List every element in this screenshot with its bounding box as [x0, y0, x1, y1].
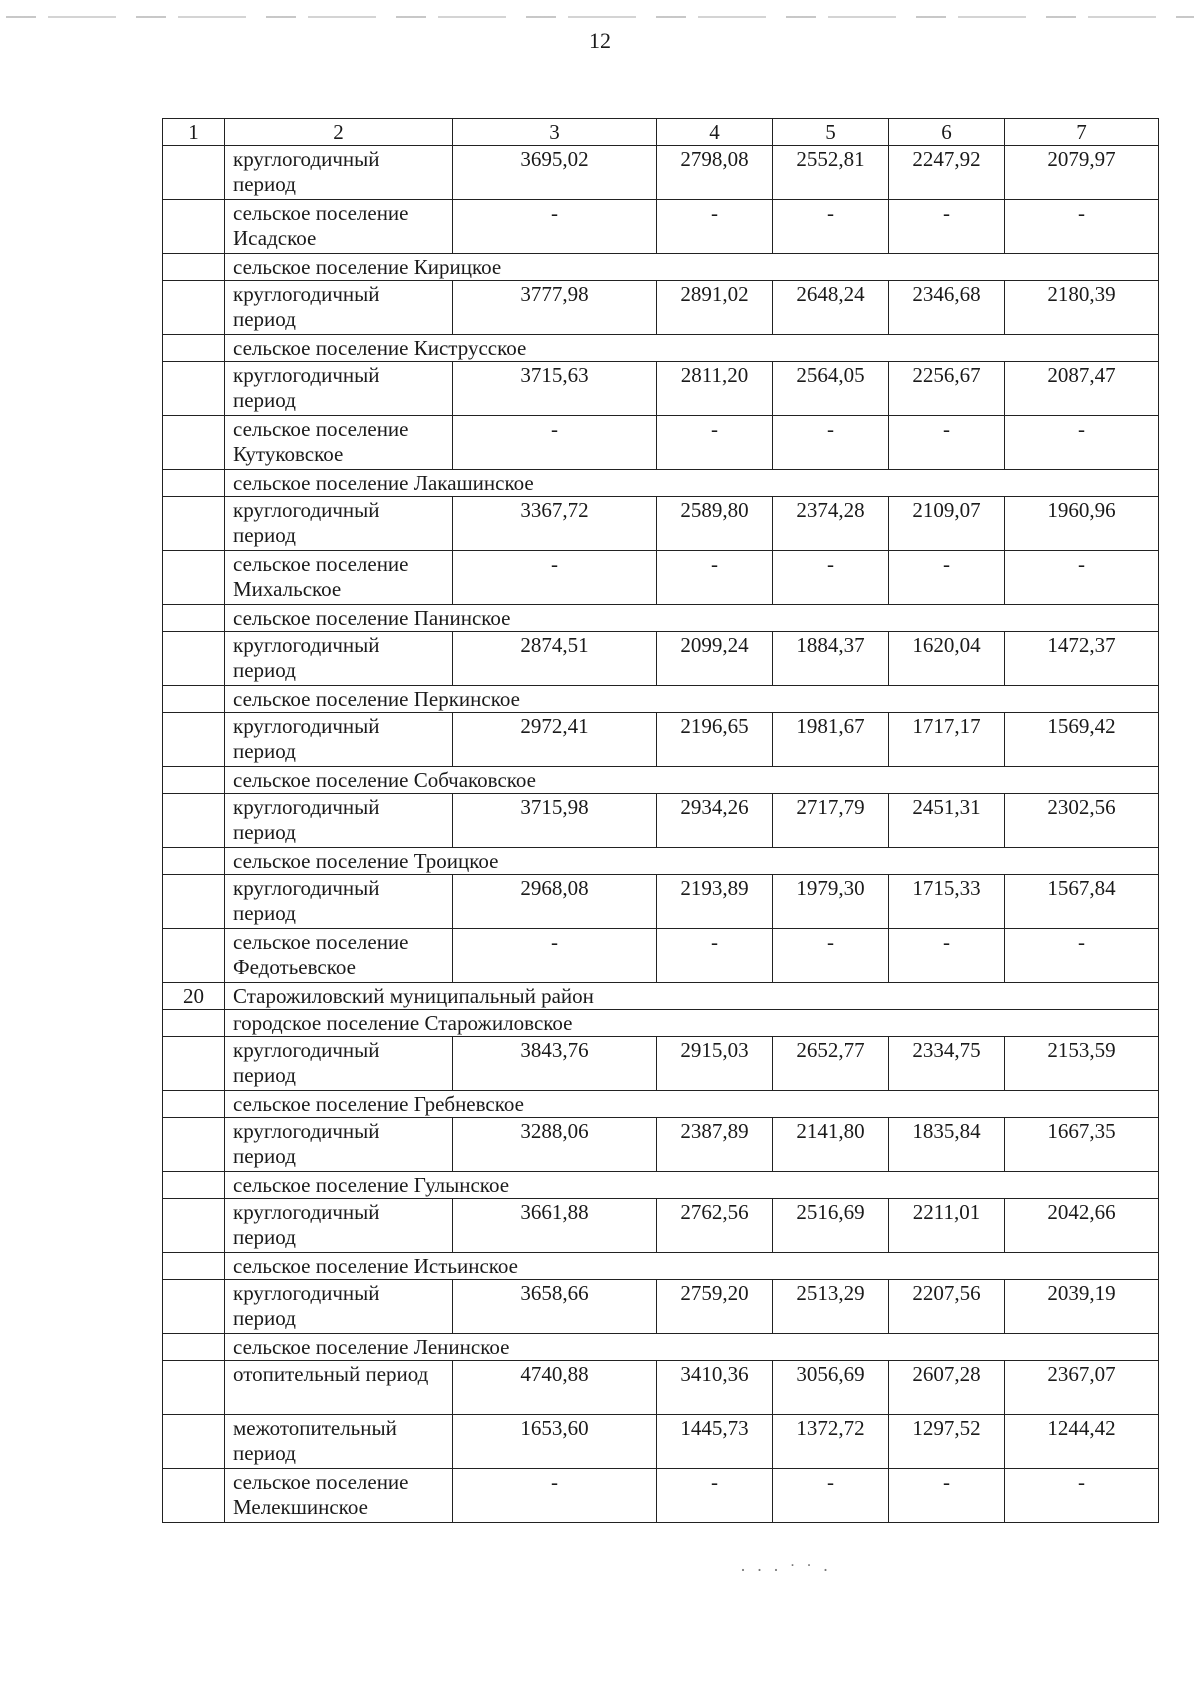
table-row — [163, 1118, 1159, 1172]
value-cell-col-4: 2798,08 — [657, 146, 773, 200]
value-cell-col-7: 2153,59 — [1005, 1037, 1159, 1091]
table-row — [163, 632, 1159, 686]
table-row — [163, 146, 1159, 200]
row-label-cell: круглогодичный период — [225, 794, 453, 848]
row-index-cell — [163, 335, 225, 362]
value-cell-col-3: - — [453, 1469, 657, 1523]
table-group-row — [163, 686, 1159, 713]
group-label-cell: сельское поселение Гулынское — [225, 1172, 1159, 1199]
row-index-cell — [163, 1172, 225, 1199]
row-index-cell — [163, 875, 225, 929]
value-cell-col-7: 2042,66 — [1005, 1199, 1159, 1253]
table-row — [163, 200, 1159, 254]
value-cell-col-6: 2109,07 — [889, 497, 1005, 551]
value-cell-col-6: 2256,67 — [889, 362, 1005, 416]
value-cell-col-6: 1297,52 — [889, 1415, 1005, 1469]
row-label-cell: круглогодичный период — [225, 713, 453, 767]
column-header-7: 7 — [1005, 119, 1159, 146]
value-cell-col-4: 2193,89 — [657, 875, 773, 929]
value-cell-col-7: 2087,47 — [1005, 362, 1159, 416]
group-label-cell: сельское поселение Перкинское — [225, 686, 1159, 713]
column-header-3: 3 — [453, 119, 657, 146]
value-cell-col-7: - — [1005, 1469, 1159, 1523]
value-cell-col-5: 2648,24 — [773, 281, 889, 335]
value-cell-col-4: 2915,03 — [657, 1037, 773, 1091]
row-label-cell: круглогодичный период — [225, 632, 453, 686]
value-cell-col-5: 1979,30 — [773, 875, 889, 929]
value-cell-col-6: - — [889, 929, 1005, 983]
group-label-cell: сельское поселение Киструсское — [225, 335, 1159, 362]
value-cell-col-7: 2367,07 — [1005, 1361, 1159, 1415]
row-index-cell — [163, 713, 225, 767]
row-index-cell — [163, 605, 225, 632]
group-label-cell: сельское поселение Ленинское — [225, 1334, 1159, 1361]
row-label-cell: круглогодичный период — [225, 1199, 453, 1253]
value-cell-col-7: 1472,37 — [1005, 632, 1159, 686]
group-label-cell: сельское поселение Собчаковское — [225, 767, 1159, 794]
value-cell-col-3: 2972,41 — [453, 713, 657, 767]
value-cell-col-4: 2589,80 — [657, 497, 773, 551]
table-group-row — [163, 1253, 1159, 1280]
table-group-row — [163, 1172, 1159, 1199]
scan-smudge-marks: · · · ˙ ˙ · — [740, 1560, 832, 1580]
row-index-cell — [163, 497, 225, 551]
value-cell-col-6: - — [889, 416, 1005, 470]
table-row — [163, 1361, 1159, 1415]
table-row — [163, 794, 1159, 848]
value-cell-col-5: 3056,69 — [773, 1361, 889, 1415]
table-row — [163, 281, 1159, 335]
table-group-row — [163, 848, 1159, 875]
value-cell-col-6: 2247,92 — [889, 146, 1005, 200]
value-cell-col-4: - — [657, 200, 773, 254]
value-cell-col-3: 3777,98 — [453, 281, 657, 335]
table-row — [163, 1469, 1159, 1523]
column-header-4: 4 — [657, 119, 773, 146]
value-cell-col-7: - — [1005, 200, 1159, 254]
table-group-row — [163, 767, 1159, 794]
row-index-cell — [163, 1415, 225, 1469]
row-index-cell — [163, 1469, 225, 1523]
table-group-row — [163, 1010, 1159, 1037]
value-cell-col-5: 2717,79 — [773, 794, 889, 848]
table-group-row — [163, 335, 1159, 362]
row-label-cell: сельское поселение Исадское — [225, 200, 453, 254]
row-label-cell: сельское поселение Михальское — [225, 551, 453, 605]
row-index-cell — [163, 1361, 225, 1415]
value-cell-col-3: 3288,06 — [453, 1118, 657, 1172]
row-index-cell — [163, 1118, 225, 1172]
value-cell-col-7: 2302,56 — [1005, 794, 1159, 848]
table-group-row — [163, 254, 1159, 281]
value-cell-col-7: 1960,96 — [1005, 497, 1159, 551]
row-index-cell — [163, 848, 225, 875]
value-cell-col-3: 3715,63 — [453, 362, 657, 416]
value-cell-col-3: 1653,60 — [453, 1415, 657, 1469]
value-cell-col-6: 2607,28 — [889, 1361, 1005, 1415]
value-cell-col-5: - — [773, 929, 889, 983]
table-row — [163, 713, 1159, 767]
value-cell-col-7: 2039,19 — [1005, 1280, 1159, 1334]
value-cell-col-3: 3658,66 — [453, 1280, 657, 1334]
value-cell-col-3: 2968,08 — [453, 875, 657, 929]
table-row — [163, 1280, 1159, 1334]
value-cell-col-3: 3367,72 — [453, 497, 657, 551]
row-index-cell — [163, 767, 225, 794]
table-row — [163, 551, 1159, 605]
row-index-cell — [163, 1280, 225, 1334]
table-group-row — [163, 470, 1159, 497]
value-cell-col-7: - — [1005, 929, 1159, 983]
value-cell-col-3: 4740,88 — [453, 1361, 657, 1415]
row-label-cell: межотопительный период — [225, 1415, 453, 1469]
row-label-cell: круглогодичный период — [225, 362, 453, 416]
table-row — [163, 1199, 1159, 1253]
value-cell-col-4: - — [657, 416, 773, 470]
group-label-cell: сельское поселение Троицкое — [225, 848, 1159, 875]
row-index-cell — [163, 1253, 225, 1280]
table-header-row — [163, 119, 1159, 146]
value-cell-col-6: - — [889, 551, 1005, 605]
column-header-2: 2 — [225, 119, 453, 146]
value-cell-col-7: 2180,39 — [1005, 281, 1159, 335]
row-label-cell: круглогодичный период — [225, 146, 453, 200]
table-row — [163, 497, 1159, 551]
value-cell-col-3: 3661,88 — [453, 1199, 657, 1253]
value-cell-col-4: 2759,20 — [657, 1280, 773, 1334]
row-index-cell — [163, 1037, 225, 1091]
row-label-cell: круглогодичный период — [225, 281, 453, 335]
group-label-cell: сельское поселение Кирицкое — [225, 254, 1159, 281]
row-label-cell: круглогодичный период — [225, 497, 453, 551]
table-row — [163, 416, 1159, 470]
value-cell-col-6: 1715,33 — [889, 875, 1005, 929]
row-index-cell — [163, 794, 225, 848]
value-cell-col-6: 2451,31 — [889, 794, 1005, 848]
tariff-table — [162, 118, 1159, 1523]
value-cell-col-5: - — [773, 200, 889, 254]
table-row — [163, 1415, 1159, 1469]
scan-artifact-line — [6, 16, 1194, 18]
group-label-cell: городское поселение Старожиловское — [225, 1010, 1159, 1037]
value-cell-col-6: 2207,56 — [889, 1280, 1005, 1334]
value-cell-col-5: - — [773, 1469, 889, 1523]
value-cell-col-4: 2099,24 — [657, 632, 773, 686]
table-group-row — [163, 1091, 1159, 1118]
table-group-row — [163, 605, 1159, 632]
column-header-5: 5 — [773, 119, 889, 146]
row-index-cell — [163, 686, 225, 713]
row-index-cell — [163, 551, 225, 605]
value-cell-col-6: 2334,75 — [889, 1037, 1005, 1091]
row-label-cell: отопительный период — [225, 1361, 453, 1415]
value-cell-col-3: 3715,98 — [453, 794, 657, 848]
group-label-cell: сельское поселение Истьинское — [225, 1253, 1159, 1280]
value-cell-col-4: - — [657, 551, 773, 605]
row-label-cell: сельское поселение Федотьевское — [225, 929, 453, 983]
value-cell-col-5: 1372,72 — [773, 1415, 889, 1469]
value-cell-col-3: - — [453, 929, 657, 983]
row-index-cell — [163, 1199, 225, 1253]
value-cell-col-5: 2141,80 — [773, 1118, 889, 1172]
table-row — [163, 875, 1159, 929]
value-cell-col-6: 1835,84 — [889, 1118, 1005, 1172]
value-cell-col-5: 2552,81 — [773, 146, 889, 200]
row-label-cell: сельское поселение Мелекшинское — [225, 1469, 453, 1523]
value-cell-col-4: 2934,26 — [657, 794, 773, 848]
value-cell-col-5: - — [773, 551, 889, 605]
value-cell-col-7: - — [1005, 551, 1159, 605]
row-index-cell — [163, 632, 225, 686]
value-cell-col-4: 1445,73 — [657, 1415, 773, 1469]
row-label-cell: сельское поселение Кутуковское — [225, 416, 453, 470]
row-index-cell — [163, 1010, 225, 1037]
row-index-cell — [163, 416, 225, 470]
row-index-cell — [163, 1091, 225, 1118]
row-label-cell: круглогодичный период — [225, 1118, 453, 1172]
value-cell-col-5: 2516,69 — [773, 1199, 889, 1253]
value-cell-col-5: 2374,28 — [773, 497, 889, 551]
value-cell-col-6: - — [889, 200, 1005, 254]
value-cell-col-7: 1667,35 — [1005, 1118, 1159, 1172]
value-cell-col-3: - — [453, 551, 657, 605]
value-cell-col-7: 1567,84 — [1005, 875, 1159, 929]
page-number: 12 — [589, 28, 611, 53]
column-header-1: 1 — [163, 119, 225, 146]
value-cell-col-7: 1244,42 — [1005, 1415, 1159, 1469]
column-header-6: 6 — [889, 119, 1005, 146]
row-index-cell — [163, 146, 225, 200]
group-label-cell: сельское поселение Гребневское — [225, 1091, 1159, 1118]
row-index-cell: 20 — [163, 983, 225, 1010]
value-cell-col-4: - — [657, 1469, 773, 1523]
table-group-row — [163, 1334, 1159, 1361]
value-cell-col-4: 3410,36 — [657, 1361, 773, 1415]
value-cell-col-5: 2564,05 — [773, 362, 889, 416]
row-index-cell — [163, 470, 225, 497]
row-index-cell — [163, 200, 225, 254]
value-cell-col-5: 2652,77 — [773, 1037, 889, 1091]
value-cell-col-7: - — [1005, 416, 1159, 470]
value-cell-col-7: 2079,97 — [1005, 146, 1159, 200]
value-cell-col-3: 3695,02 — [453, 146, 657, 200]
row-index-cell — [163, 362, 225, 416]
row-label-cell: круглогодичный период — [225, 875, 453, 929]
value-cell-col-4: 2891,02 — [657, 281, 773, 335]
value-cell-col-4: - — [657, 929, 773, 983]
value-cell-col-6: 1620,04 — [889, 632, 1005, 686]
value-cell-col-3: 2874,51 — [453, 632, 657, 686]
value-cell-col-6: 2346,68 — [889, 281, 1005, 335]
value-cell-col-5: 1981,67 — [773, 713, 889, 767]
row-index-cell — [163, 254, 225, 281]
value-cell-col-4: 2762,56 — [657, 1199, 773, 1253]
value-cell-col-7: 1569,42 — [1005, 713, 1159, 767]
value-cell-col-6: 1717,17 — [889, 713, 1005, 767]
value-cell-col-5: - — [773, 416, 889, 470]
value-cell-col-3: - — [453, 200, 657, 254]
value-cell-col-3: 3843,76 — [453, 1037, 657, 1091]
table-row — [163, 1037, 1159, 1091]
value-cell-col-4: 2387,89 — [657, 1118, 773, 1172]
value-cell-col-5: 1884,37 — [773, 632, 889, 686]
table-row — [163, 362, 1159, 416]
value-cell-col-5: 2513,29 — [773, 1280, 889, 1334]
row-index-cell — [163, 1334, 225, 1361]
table-row — [163, 929, 1159, 983]
group-label-cell: сельское поселение Панинское — [225, 605, 1159, 632]
row-index-cell — [163, 929, 225, 983]
group-label-cell: Старожиловский муниципальный район — [225, 983, 1159, 1010]
group-label-cell: сельское поселение Лакашинское — [225, 470, 1159, 497]
row-index-cell — [163, 281, 225, 335]
table-group-row — [163, 983, 1159, 1010]
table-body — [163, 146, 1159, 1523]
value-cell-col-6: 2211,01 — [889, 1199, 1005, 1253]
value-cell-col-4: 2196,65 — [657, 713, 773, 767]
row-label-cell: круглогодичный период — [225, 1280, 453, 1334]
row-label-cell: круглогодичный период — [225, 1037, 453, 1091]
value-cell-col-3: - — [453, 416, 657, 470]
value-cell-col-4: 2811,20 — [657, 362, 773, 416]
value-cell-col-6: - — [889, 1469, 1005, 1523]
